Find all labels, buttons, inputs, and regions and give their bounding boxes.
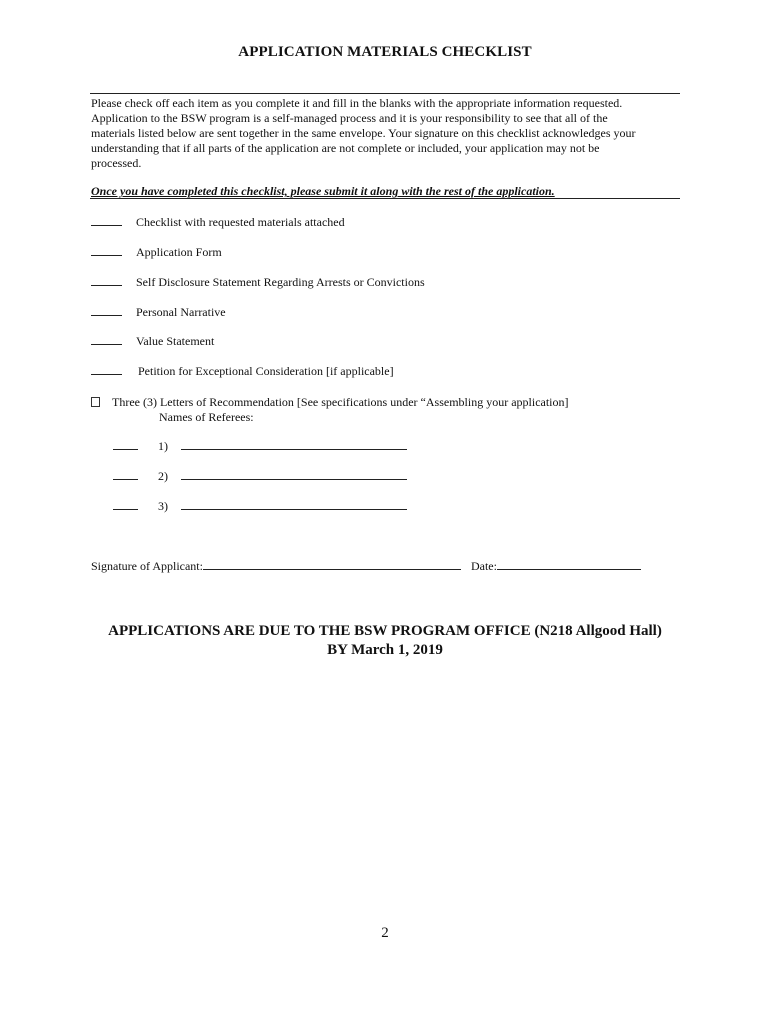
page-number: 2: [381, 925, 389, 941]
checklist-item: [91, 245, 222, 260]
referee-check-blank[interactable]: [113, 439, 138, 450]
referee-check-blank[interactable]: [113, 499, 138, 510]
due-date-line: BY March 1, 2019: [327, 642, 443, 658]
referee-name-field[interactable]: [181, 479, 407, 480]
referee-row: [113, 439, 168, 454]
referee-check-blank[interactable]: [113, 469, 138, 480]
referee-name-field[interactable]: [181, 509, 407, 510]
intro-line: materials listed below are sent together in the same envelope. Your signature on this checklist acknowledges your: [91, 126, 636, 140]
checklist-item: [91, 334, 215, 349]
intro-line: Please check off each item as you complete it and fill in the blanks with the appropriate information requested.: [91, 96, 623, 110]
submit-instruction: Once you have completed this checklist, please submit it along with the rest of the application.: [91, 184, 555, 198]
check-blank[interactable]: [91, 245, 122, 256]
checklist-item: [91, 215, 345, 230]
letters-label: Three (3) Letters of Recommendation [See specifications under “Assembling your application]: [112, 395, 569, 409]
signature-row: [91, 559, 641, 574]
checklist-item: [91, 275, 425, 290]
check-blank[interactable]: [91, 305, 122, 316]
signature-label: Signature of Applicant:: [91, 559, 203, 573]
intro-line: understanding that if all parts of the application are not complete or included, your application may not be: [91, 141, 600, 155]
intro-line: processed.: [91, 156, 142, 170]
page-title: APPLICATION MATERIALS CHECKLIST: [238, 44, 532, 60]
referee-name-field[interactable]: [181, 449, 407, 450]
referee-number: 3): [158, 499, 168, 513]
check-blank[interactable]: [91, 275, 122, 286]
check-blank[interactable]: [91, 364, 122, 375]
signature-field[interactable]: [203, 559, 461, 570]
referee-number: 2): [158, 469, 168, 483]
referee-row: [113, 469, 168, 484]
instruction-underline: [90, 198, 680, 199]
top-divider: [90, 93, 680, 94]
intro-line: Application to the BSW program is a self-managed process and it is your responsibility to see that all of the: [91, 111, 608, 125]
checklist-item-label: Personal Narrative: [136, 305, 226, 319]
referee-row: [113, 499, 168, 514]
date-field[interactable]: [497, 559, 641, 570]
checklist-item: [91, 305, 226, 320]
checklist-item-label: Checklist with requested materials attached: [136, 215, 345, 229]
intro-paragraph: [91, 96, 681, 171]
referees-label: Names of Referees:: [159, 410, 254, 424]
check-blank[interactable]: [91, 215, 122, 226]
letters-checkbox[interactable]: [91, 397, 100, 407]
letters-item: [91, 395, 569, 410]
referee-number: 1): [158, 439, 168, 453]
checklist-item-label: Petition for Exceptional Consideration [if applicable]: [138, 364, 394, 378]
due-line: APPLICATIONS ARE DUE TO THE BSW PROGRAM OFFICE (N218 Allgood Hall): [108, 623, 662, 639]
checklist-item: [91, 364, 394, 379]
due-notice: [0, 622, 770, 660]
check-blank[interactable]: [91, 334, 122, 345]
date-label: Date:: [470, 559, 497, 573]
checklist-item-label: Value Statement: [136, 334, 215, 348]
checklist-item-label: Application Form: [136, 245, 222, 259]
checklist-item-label: Self Disclosure Statement Regarding Arrests or Convictions: [136, 275, 425, 289]
